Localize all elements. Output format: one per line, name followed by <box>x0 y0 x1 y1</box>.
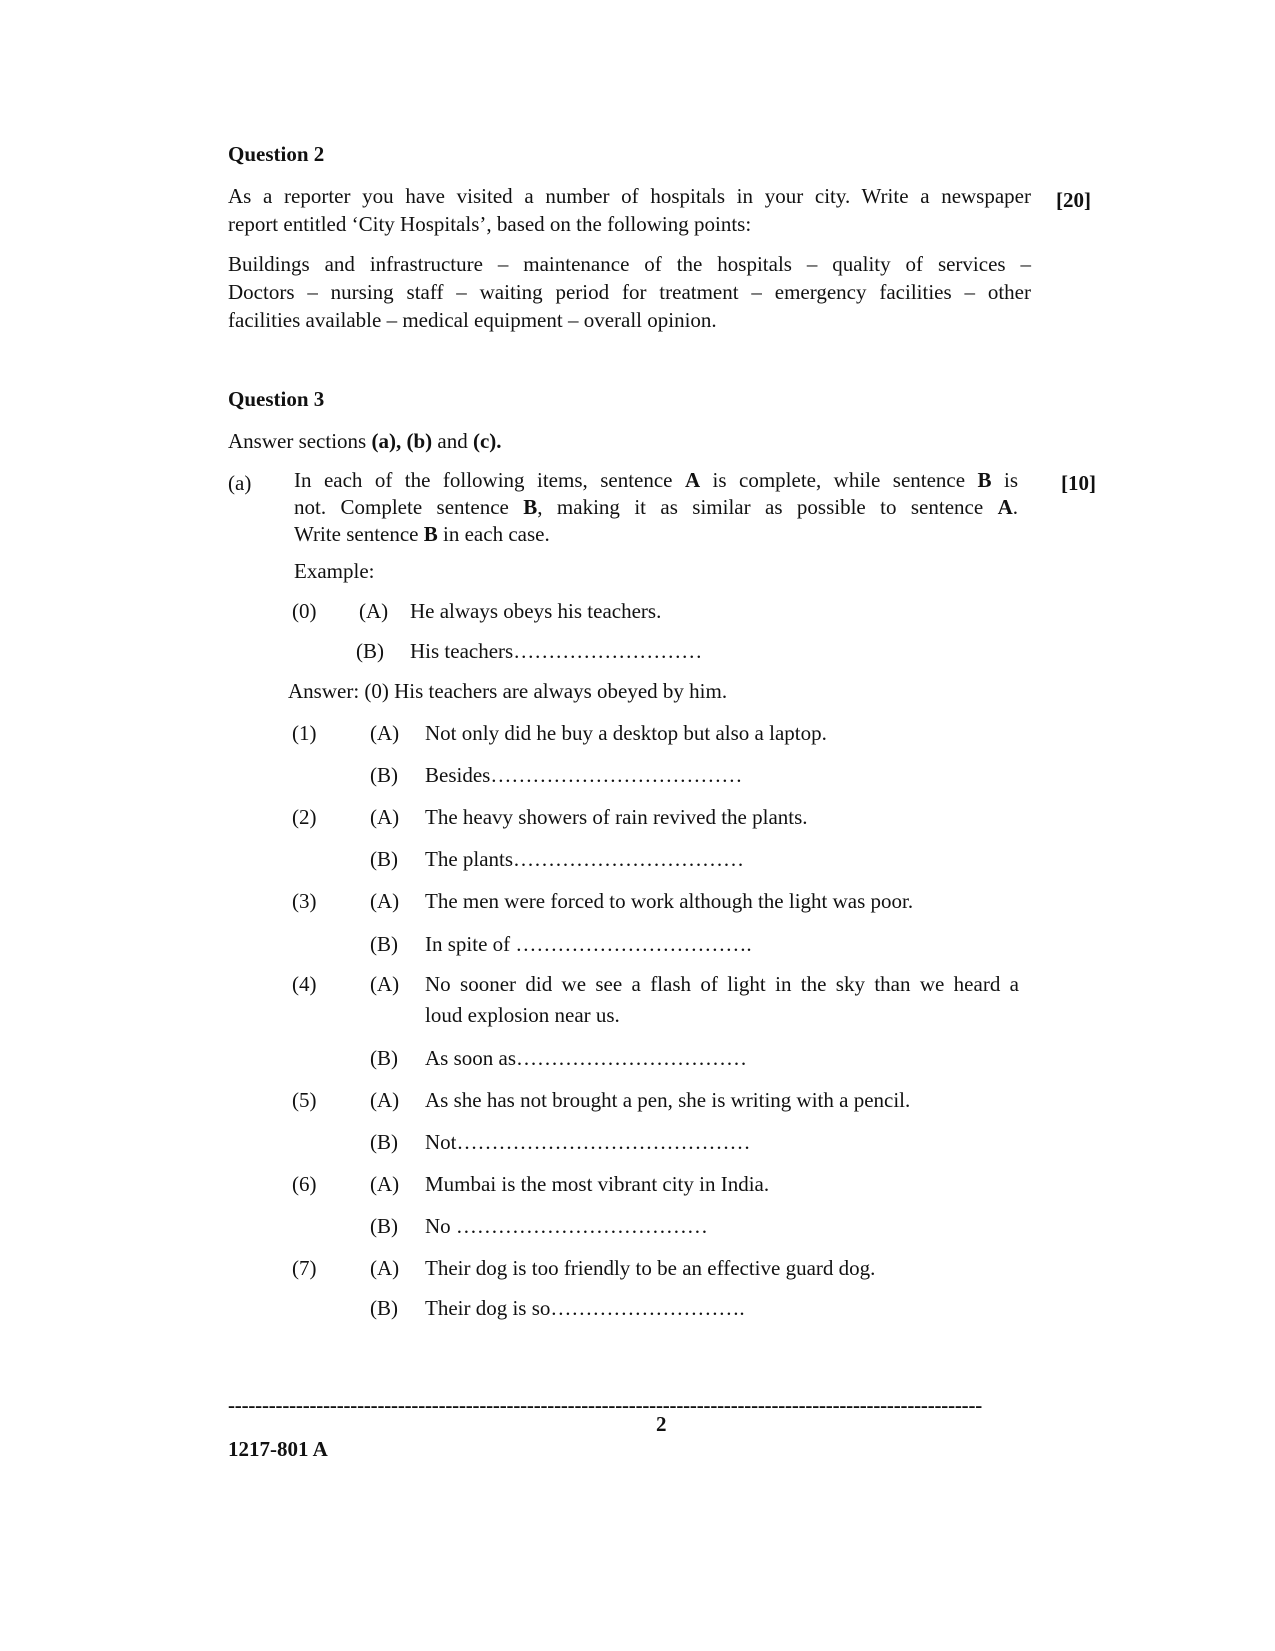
instruction-text: Answer sections <box>228 429 372 453</box>
question-2-intro <box>228 182 1031 238</box>
question-2-points-line: Buildings and infrastructure – maintenance of the hospitals – quality of services – <box>228 252 1031 276</box>
item-a-text: Their dog is too friendly to be an effective guard dog. <box>425 1256 876 1280</box>
section-a-instruction-line <box>294 493 1018 520</box>
question-2-intro-line: As a reporter you have visited a number of hospitals in your city. Write a newspaper <box>228 184 1031 208</box>
item-a-label: (A) <box>370 805 400 829</box>
item-a-text: The heavy showers of rain revived the plants. <box>425 805 808 829</box>
item-a-label: (A) <box>370 1172 400 1196</box>
item-b-label: (B) <box>370 1130 398 1154</box>
item-a-label: (A) <box>370 972 400 996</box>
item-number: (1) <box>292 721 317 745</box>
item-number: (2) <box>292 805 317 829</box>
item-b-label: (B) <box>370 1046 398 1070</box>
sentence-letter: B <box>977 468 992 492</box>
item-a-label: (A) <box>370 889 400 913</box>
instruction-sections: (c). <box>472 429 502 453</box>
question-3-instruction <box>228 427 502 455</box>
item-a-text <box>425 970 1019 1028</box>
item-b-text: Besides……………………………… <box>425 763 743 787</box>
item-a-text-line: No sooner did we see a flash of light in the sky than we heard a <box>425 972 1019 996</box>
page-number: 2 <box>656 1412 667 1436</box>
item-a-text: The men were forced to work although the light was poor. <box>425 889 914 913</box>
item-b-text: In spite of ……………………………. <box>425 932 752 956</box>
item-a-label: (A) <box>370 1088 400 1112</box>
item-a-label: (A) <box>370 1256 400 1280</box>
example-number: (0) <box>292 599 317 623</box>
example-answer: Answer: (0) His teachers are always obeyed by him. <box>288 679 728 703</box>
text-run: not. Complete sentence <box>294 495 524 519</box>
item-number: (7) <box>292 1256 317 1280</box>
item-b-label: (B) <box>370 1214 398 1238</box>
text-run: is complete, while sentence <box>700 468 978 492</box>
sentence-letter: A <box>684 468 701 492</box>
item-b-text: No ……………………………… <box>425 1214 708 1238</box>
item-a-text: As she has not brought a pen, she is writing with a pencil. <box>425 1088 911 1112</box>
question-3-heading: Question 3 <box>228 387 325 411</box>
section-a-instruction-line <box>294 466 1018 493</box>
item-number: (6) <box>292 1172 317 1196</box>
section-a-instruction-line <box>294 520 1018 547</box>
instruction-text: and <box>432 429 473 453</box>
item-b-label: (B) <box>370 763 398 787</box>
section-a-label: (a) <box>228 471 252 495</box>
question-2-intro-line: report entitled ‘City Hospitals’, based on the following points: <box>228 212 752 236</box>
item-b-label: (B) <box>370 1296 398 1320</box>
example-b-text: His teachers……………………… <box>410 639 703 663</box>
example-a-text: He always obeys his teachers. <box>410 599 662 623</box>
paper-code: 1217-801 A <box>228 1437 328 1461</box>
text-run: , making it as similar as possible to sentence <box>537 495 998 519</box>
text-run: . <box>1012 495 1018 519</box>
item-a-text: Not only did he buy a desktop but also a laptop. <box>425 721 827 745</box>
item-number: (4) <box>292 972 317 996</box>
question-2-points <box>228 250 1031 334</box>
item-b-text: The plants…………………………… <box>425 847 745 871</box>
item-a-label: (A) <box>370 721 400 745</box>
question-2-points-line: Doctors – nursing staff – waiting period for treatment – emergency facilities – other <box>228 280 1031 304</box>
text-run: in each case. <box>437 522 550 546</box>
sentence-letter: B <box>423 522 438 546</box>
question-2-points-line: facilities available – medical equipment – overall opinion. <box>228 308 717 332</box>
question-2-heading: Question 2 <box>228 142 325 166</box>
instruction-sections: (a), (b) <box>371 429 433 453</box>
item-b-label: (B) <box>370 932 398 956</box>
question-2-marks: [20] <box>1056 188 1091 212</box>
section-a-instructions <box>294 466 1018 547</box>
footer-divider: --------------------------------------------------------------------------------------------------------------- <box>228 1393 983 1417</box>
item-a-text-line: loud explosion near us. <box>425 1003 620 1027</box>
item-number: (5) <box>292 1088 317 1112</box>
text-run: In each of the following items, sentence <box>294 468 685 492</box>
example-a-label: (A) <box>359 599 389 623</box>
sentence-letter: A <box>997 495 1013 519</box>
text-run: is <box>991 468 1018 492</box>
item-b-text: Not…………………………………… <box>425 1130 751 1154</box>
item-a-text: Mumbai is the most vibrant city in India. <box>425 1172 770 1196</box>
item-b-text: As soon as…………………………… <box>425 1046 748 1070</box>
item-number: (3) <box>292 889 317 913</box>
sentence-letter: B <box>523 495 538 519</box>
example-label: Example: <box>294 559 375 583</box>
item-b-text: Their dog is so………………………. <box>425 1296 745 1320</box>
text-run: Write sentence <box>294 522 424 546</box>
section-a-marks: [10] <box>1061 471 1096 495</box>
example-b-label: (B) <box>356 639 384 663</box>
item-b-label: (B) <box>370 847 398 871</box>
